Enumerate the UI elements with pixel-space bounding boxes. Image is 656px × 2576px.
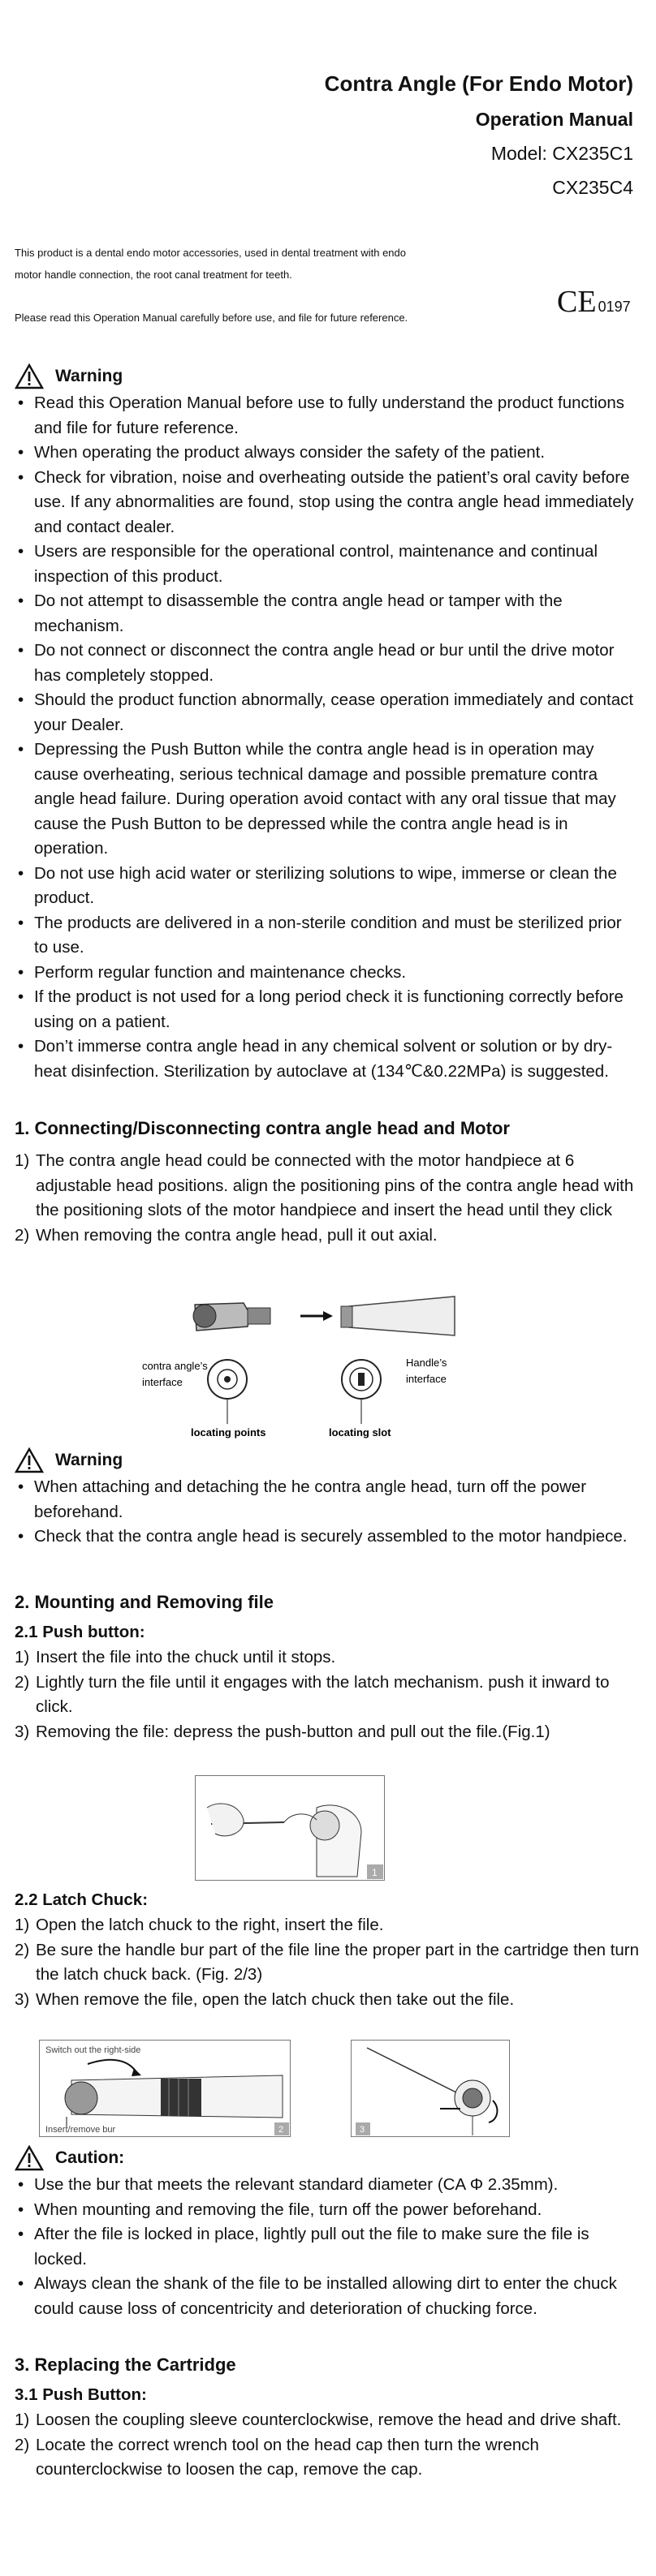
bullet-item: • Perform regular function and maintenance checks. (15, 961, 640, 986)
label-contra-interface-2: interface (142, 1376, 183, 1388)
section-3-steps (15, 2408, 640, 2483)
step-number: 2) (15, 1940, 30, 1959)
step-number: 2) (15, 1672, 30, 1692)
label-locating-points: locating points (191, 1426, 266, 1439)
warning-list-2 (15, 1475, 640, 1550)
step-item (15, 1223, 640, 1249)
bullet-item: • Read this Operation Manual before use to fully understand the product functions and file for future reference. (15, 391, 640, 441)
step-text: When remove the file, open the latch chuck then take out the file. (36, 1989, 515, 2009)
warning-triangle-icon (15, 363, 44, 389)
ce-mark-text: CE (557, 285, 597, 319)
warning-triangle-icon (15, 1447, 44, 1473)
intro-line-3: Please read this Operation Manual carefully before use, and file for future reference. (15, 312, 408, 324)
caution-triangle-icon (15, 2145, 44, 2171)
caution-section (15, 2145, 640, 2321)
motor-handpiece-drawing (349, 1297, 455, 1335)
warning-heading-2 (15, 1447, 640, 1473)
bullet-item: • After the file is locked in place, lightly pull out the file to make sure the file is locked. (15, 2222, 640, 2272)
step-text: Open the latch chuck to the right, insert the file. (36, 1916, 384, 1934)
warning-title: Warning (55, 367, 123, 385)
bullet-item: • Users are responsible for the operational control, maintenance and continual inspection of this product. (15, 540, 640, 589)
figure-2-number: 2 (278, 2125, 284, 2135)
bullet-item: • Do not connect or disconnect the contra angle head or bur until the drive motor has completely stopped. (15, 639, 640, 688)
bullet-item: • Should the product function abnormally, cease operation immediately and contact your Dealer. (15, 688, 640, 738)
latch-head (65, 2082, 97, 2114)
section-latch-chuck (15, 1890, 640, 2012)
head-drawing (310, 1811, 339, 1840)
step-item (15, 1988, 640, 2013)
caution-heading (15, 2145, 640, 2171)
document-subtitle: Operation Manual (475, 109, 633, 130)
section-2-title: 2. Mounting and Removing file (15, 1592, 274, 1612)
step-number: 3) (15, 1722, 30, 1741)
bullet-item: • Don’t immerse contra angle head in any chemical solvent or solution or by dry-heat disinfection. Sterilization by autoclave at (134℃&0.22MPa) is suggested. (15, 1034, 640, 1084)
connection-figure (142, 1282, 471, 1440)
figure-2-top-label: Switch out the right-side (45, 2045, 141, 2055)
figure-2-bottom-label: Insert/remove bur (45, 2125, 116, 2135)
step-text: When removing the contra angle head, pull it out axial. (36, 1225, 438, 1245)
warning-section-2 (15, 1447, 640, 1550)
figure-3-number: 3 (360, 2125, 365, 2135)
figure-2 (39, 2040, 291, 2137)
ce-mark (557, 284, 631, 320)
bullet-item: • Use the bur that meets the relevant standard diameter (CA Φ 2.35mm). (15, 2173, 640, 2198)
contra-angle-connector (248, 1308, 270, 1324)
step-item (15, 2408, 640, 2433)
section-replacing-cartridge (15, 2355, 640, 2483)
step-number: 1) (15, 2410, 30, 2429)
arrow-right-icon (323, 1311, 333, 1321)
grip-section (161, 2079, 201, 2116)
intro-line-1: This product is a dental endo motor accessories, used in dental treatment with endo (15, 247, 406, 259)
figure-1-number: 1 (372, 1867, 378, 1878)
label-contra-interface: contra angle’s (142, 1360, 208, 1372)
label-handle-interface-2: interface (406, 1373, 447, 1385)
bullet-item: • When attaching and detaching the he contra angle head, turn off the power beforehand. (15, 1475, 640, 1525)
bullet-item: • Depressing the Push Button while the contra angle head is in operation may cause overheating, serious technical damage and possible premature contra angle head failure. During operation avoid contact with any oral tissue that may cause the Push Button to be depressed while the contra angle head is in operation. (15, 738, 640, 862)
caution-list (15, 2173, 640, 2321)
warning-title-2: Warning (55, 1451, 123, 1469)
section-3-title: 3. Replacing the Cartridge (15, 2355, 236, 2375)
step-text: Locate the correct wrench tool on the head cap then turn the wrench counterclockwise to loosen the cap, remove the cap. (36, 2435, 539, 2479)
section-2-1-title: 2.1 Push button: (15, 1623, 145, 1641)
step-text: The contra angle head could be connected with the motor handpiece at 6 adjustable head positions. align the positioning pins of the contra angle head with the positioning slots of the motor handpiece and insert the head until they click (36, 1151, 634, 1219)
ce-number: 0197 (598, 299, 631, 315)
step-item (15, 1938, 640, 1988)
section-1-steps (15, 1149, 640, 1248)
warning-list (15, 391, 640, 1084)
intro-line-2: motor handle connection, the root canal treatment for teeth. (15, 269, 292, 281)
warning-section-1 (15, 363, 640, 1084)
step-text: Lightly turn the file until it engages with the latch mechanism. push it inward to click. (36, 1672, 610, 1716)
step-number: 2) (15, 1225, 30, 1245)
bullet-item: • Do not attempt to disassemble the contra angle head or tamper with the mechanism. (15, 589, 640, 639)
label-handle-interface: Handle’s (406, 1357, 447, 1369)
document-title: Contra Angle (For Endo Motor) (324, 71, 633, 96)
head-inner-circle (463, 2088, 482, 2108)
model-line-1: Model: CX235C1 (490, 143, 633, 164)
section-3-1-title: 3.1 Push Button: (15, 2385, 147, 2404)
step-item (15, 1645, 640, 1671)
model-line-2: CX235C4 (552, 177, 633, 198)
section-connecting (15, 1118, 640, 1248)
step-text: Loosen the coupling sleeve counterclockwise, remove the head and drive shaft. (36, 2410, 622, 2429)
bullet-item: • Always clean the shank of the file to be installed allowing dirt to enter the chuck could cause loss of concentricity and deterioration of chucking force. (15, 2272, 640, 2321)
handle-interface-slot (358, 1373, 365, 1386)
bullet-item: • If the product is not used for a long period check it is functioning correctly before using on a patient. (15, 985, 640, 1034)
section-2-2-steps (15, 1913, 640, 2012)
step-item (15, 1671, 640, 1720)
step-number: 1) (15, 1648, 30, 1666)
step-item (15, 1149, 640, 1223)
section-2-2-title: 2.2 Latch Chuck: (15, 1890, 149, 1909)
step-item (15, 1913, 640, 1938)
bullet-item: • Check for vibration, noise and overheating outside the patient’s oral cavity before use. If any abnormalities are found, stop using the contra angle head immediately and contact dealer. (15, 466, 640, 540)
caution-title: Caution: (55, 2148, 125, 2167)
contra-interface-center (224, 1376, 231, 1383)
step-number: 1) (15, 1916, 30, 1934)
bullet-item: • Check that the contra angle head is securely assembled to the motor handpiece. (15, 1525, 640, 1550)
step-number: 3) (15, 1989, 30, 2009)
step-item (15, 1720, 640, 1745)
bullet-item: • Do not use high acid water or sterilizing solutions to wipe, immerse or clean the product. (15, 862, 640, 911)
step-number: 2) (15, 2435, 30, 2454)
section-2-1-steps (15, 1645, 640, 1744)
bullet-item: • The products are delivered in a non-sterile condition and must be sterilized prior to use. (15, 911, 640, 961)
section-1-title: 1. Connecting/Disconnecting contra angle head and Motor (15, 1118, 510, 1138)
contra-angle-head-cap (193, 1305, 216, 1327)
bullet-item: • When mounting and removing the file, turn off the power beforehand. (15, 2198, 640, 2223)
warning-heading (15, 363, 640, 389)
step-text: Insert the file into the chuck until it stops. (36, 1648, 336, 1666)
step-text: Be sure the handle bur part of the file line the proper part in the cartridge then turn the latch chuck back. (Fig. 2/3) (36, 1940, 640, 1984)
bullet-item: • When operating the product always consider the safety of the patient. (15, 441, 640, 466)
step-number: 1) (15, 1151, 30, 1170)
section-mounting (15, 1592, 640, 1744)
label-locating-slot: locating slot (329, 1426, 391, 1439)
figure-3 (351, 2040, 510, 2137)
step-text: Removing the file: depress the push-button and pull out the file.(Fig.1) (36, 1722, 550, 1741)
step-item (15, 2433, 640, 2483)
motor-handpiece-nose (341, 1306, 352, 1327)
figure-1 (195, 1775, 385, 1881)
